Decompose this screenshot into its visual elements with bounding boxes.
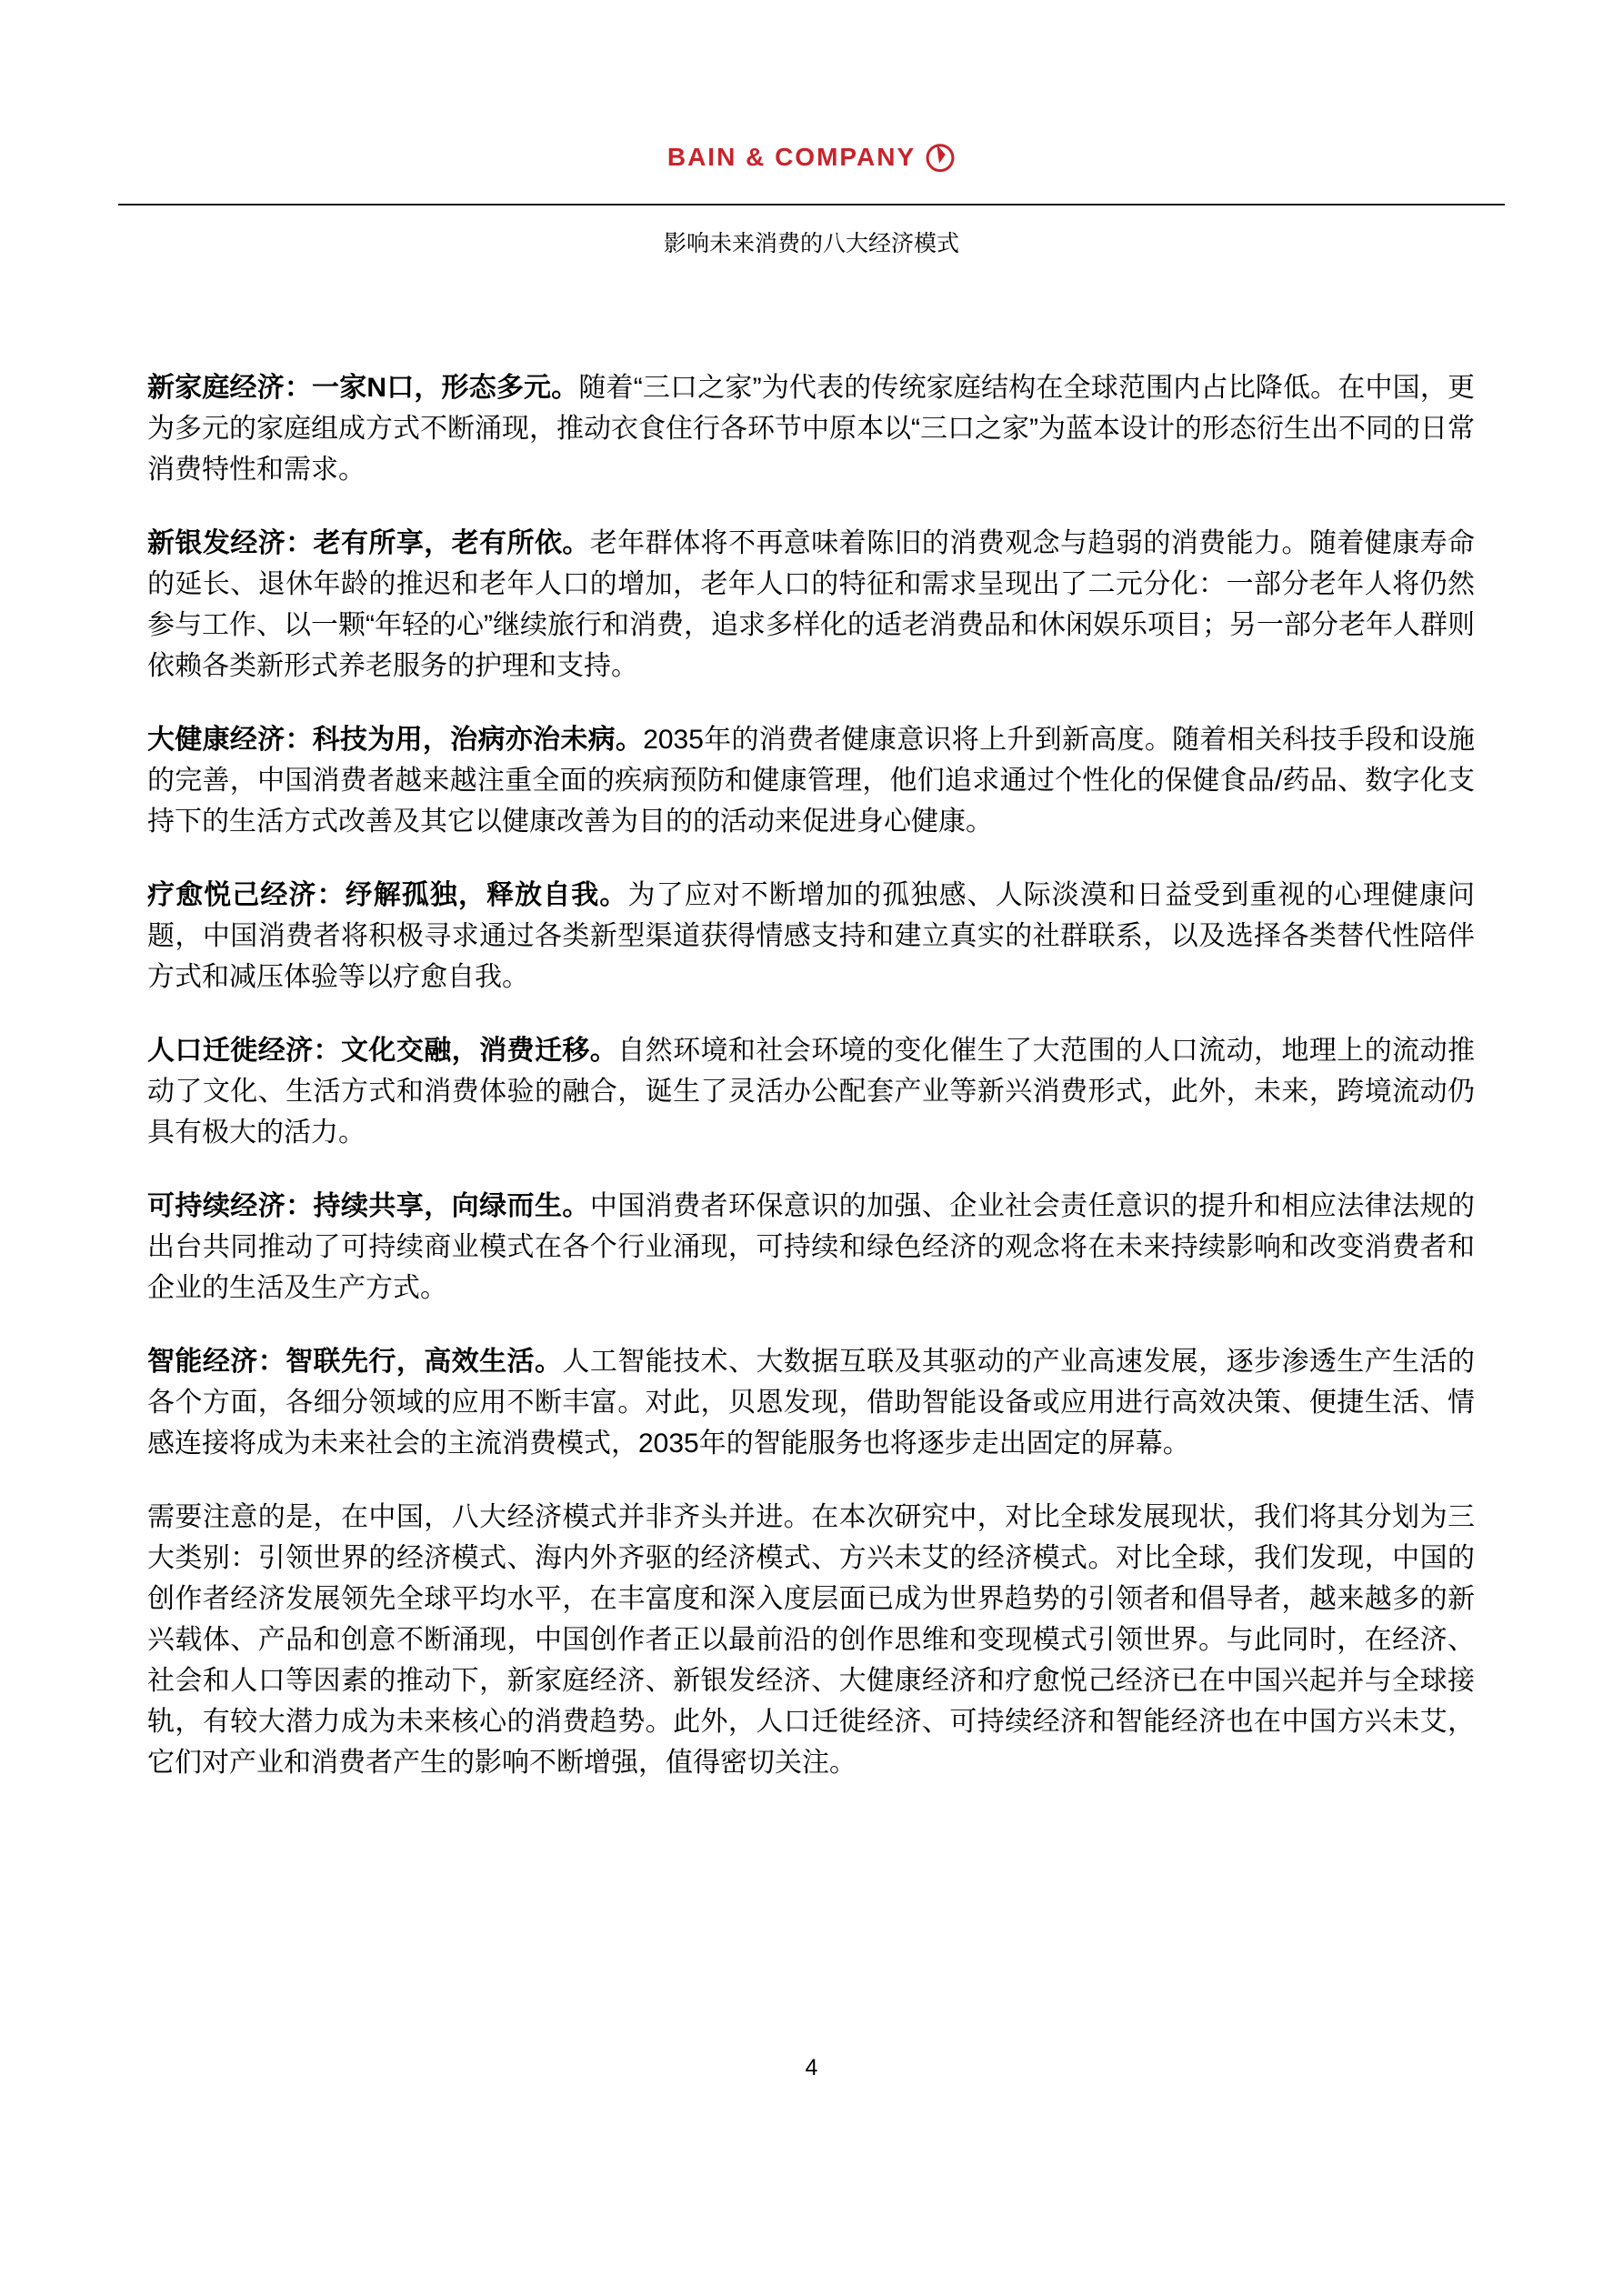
paragraph-text: 人工智能技术、大数据互联及其驱动的产业高速发展，逐步渗透生产生活的各个方面，各细分领域的应用不断丰富。对此，贝恩发现，借助智能设备或应用进行高效决策、便捷生活、情感连接将成为未来社会的主流消费模式，2035年的智能服务也将逐步走出固定的屏幕。 [147, 1347, 1476, 1459]
paragraph-migration-economy [147, 1030, 1475, 1153]
brand-logo-text: BAIN & COMPANY [666, 143, 917, 171]
bain-compass-icon [925, 142, 956, 173]
paragraph-intelligent-economy [147, 1341, 1475, 1464]
paragraph-big-health-economy [147, 719, 1475, 842]
header-divider [118, 204, 1505, 206]
paragraph-lead: 智能经济：智联先行，高效生活。 [147, 1347, 563, 1377]
running-title: 影响未来消费的八大经济模式 [663, 231, 959, 256]
paragraph-healing-self-pleasing-economy [147, 875, 1475, 998]
paragraph-conclusion [147, 1497, 1475, 1783]
paragraph-lead: 新家庭经济：一家N口，形态多元。 [147, 373, 579, 403]
paragraph-lead: 疗愈悦己经济：纾解孤独，释放自我。 [147, 880, 628, 910]
paragraph-text: 2035年的消费者健康意识将上升到新高度。随着相关科技手段和设施的完善，中国消费者越来越注重全面的疾病预防和健康管理，他们追求通过个性化的保健食品/药品、数字化支持下的生活方式改善及其它以健康改善为目的的活动来促进身心健康。 [147, 725, 1475, 837]
paragraph-lead: 可持续经济：持续共享，向绿而生。 [147, 1191, 590, 1221]
paragraph-text: 为了应对不断增加的孤独感、人际淡漠和日益受到重视的心理健康问题，中国消费者将积极寻求通过各类新型渠道获得情感支持和建立真实的社群联系，以及选择各类替代性陪伴方式和减压体验等以疗愈自我。 [147, 880, 1476, 992]
paragraph-text: 自然环境和社会环境的变化催生了大范围的人口流动，地理上的流动推动了文化、生活方式和消费体验的融合，诞生了灵活办公配套产业等新兴消费形式，此外，未来，跨境流动仍具有极大的活力。 [147, 1036, 1475, 1148]
paragraph-text: 需要注意的是，在中国，八大经济模式并非齐头并进。在本次研究中，对比全球发展现状，我们将其分划为三大类别：引领世界的经济模式、海内外齐驱的经济模式、方兴未艾的经济模式。对比全球，我们发现，中国的创作者经济发展领先全球平均水平，在丰富度和深入度层面已成为世界趋势的引领者和倡导者，越来越多的新兴载体、产品和创意不断涌现，中国创作者正以最前沿的创作思维和变现模式引领世界。与此同时，在经济、社会和人口等因素的推动下，新家庭经济、新银发经济、大健康经济和疗愈悦己经济已在中国兴起并与全球接轨，有较大潜力成为未来核心的消费趋势。此外，人口迁徙经济、可持续经济和智能经济也在中国方兴未艾，它们对产业和消费者产生的影响不断增强，值得密切关注。 [147, 1502, 1475, 1778]
paragraph-text: 中国消费者环保意识的加强、企业社会责任意识的提升和相应法律法规的出台共同推动了可持续商业模式在各个行业涌现，可持续和绿色经济的观念将在未来持续影响和改变消费者和企业的生活及生产方式。 [147, 1191, 1476, 1303]
paragraph-text: 老年群体将不再意味着陈旧的消费观念与趋弱的消费能力。随着健康寿命的延长、退休年龄的推迟和老年人口的增加，老年人口的特征和需求呈现出了二元分化：一部分老年人将仍然参与工作、以一颗“年轻的心”继续旅行和消费，追求多样化的适老消费品和休闲娱乐项目；另一部分老年人群则依赖各类新形式养老服务的护理和支持。 [147, 528, 1476, 681]
paragraph-lead: 大健康经济：科技为用，治病亦治未病。 [147, 725, 644, 755]
page-number: 4 [805, 2055, 818, 2080]
paragraph-sustainable-economy [147, 1186, 1475, 1308]
article-body [147, 367, 1475, 1816]
paragraph-lead: 人口迁徙经济：文化交融，消费迁移。 [147, 1036, 618, 1066]
paragraph-text: 随着“三口之家”为代表的传统家庭结构在全球范围内占比降低。在中国，更为多元的家庭组成方式不断涌现，推动衣食住行各环节中原本以“三口之家”为蓝本设计的形态衍生出不同的日常消费特性和需求。 [147, 373, 1475, 485]
paragraph-lead: 新银发经济：老有所享，老有所依。 [147, 528, 590, 558]
brand-logo [0, 142, 1623, 173]
paragraph-new-silver-economy [147, 523, 1475, 687]
paragraph-new-family-economy [147, 367, 1475, 490]
